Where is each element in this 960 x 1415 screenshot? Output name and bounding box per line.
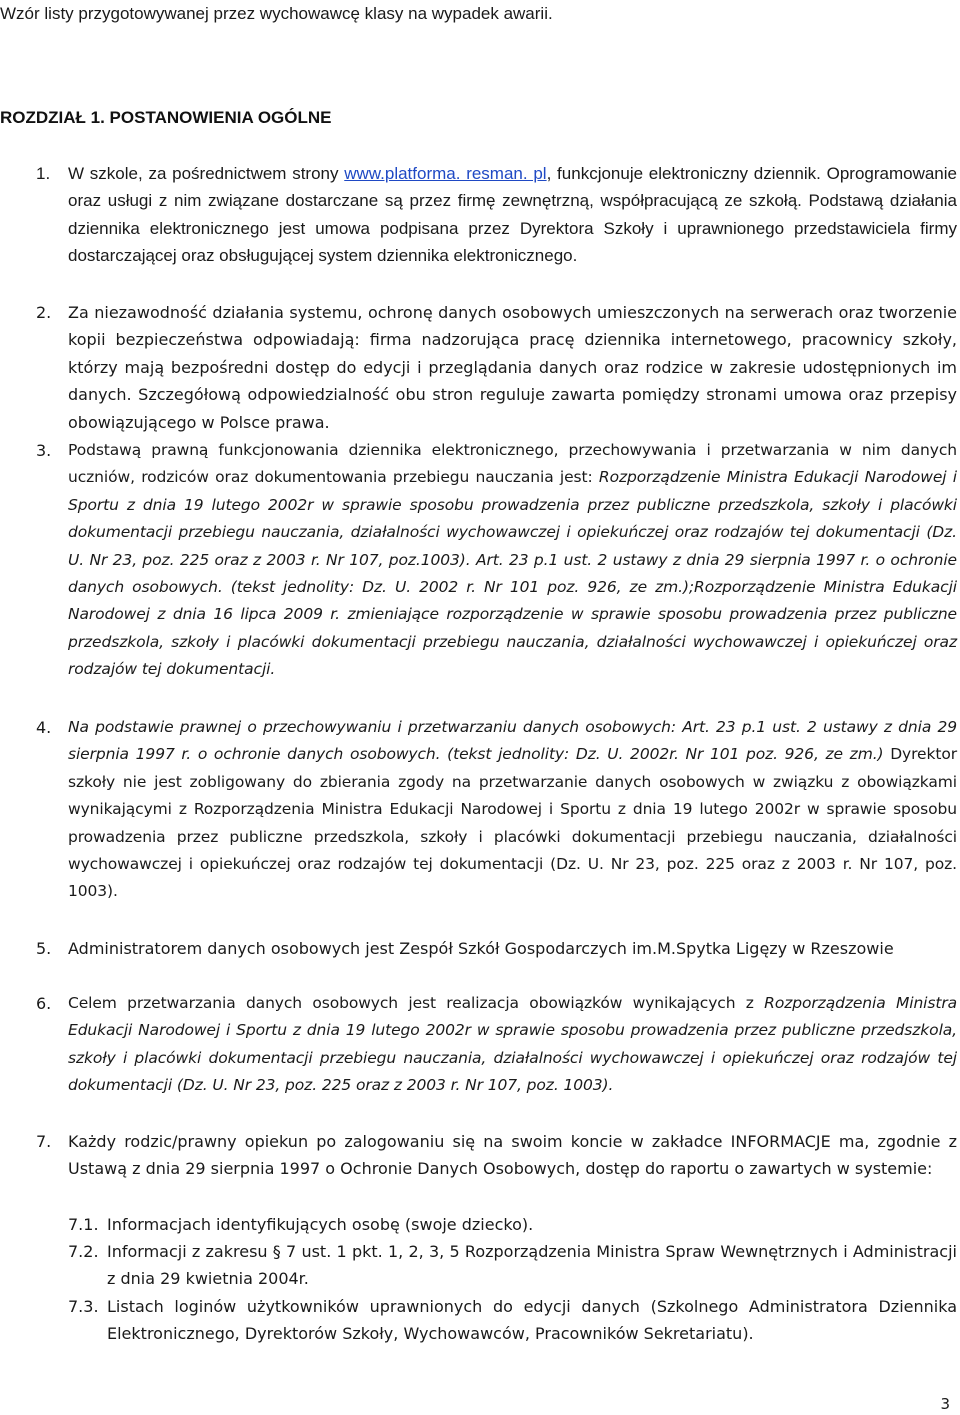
sublist-number: 7.3. (68, 1297, 99, 1316)
list-number: 5. (36, 939, 52, 958)
list-item (68, 990, 957, 1100)
sublist-number: 7.1. (68, 1215, 99, 1234)
item-text: W szkole, za pośrednictwem strony (68, 164, 345, 183)
item-text: Dyrektor szkoły nie jest zobligowany do zbierania zgody na przetwarzanie danych osobowych w związku z obowiązkami wynikającymi z Rozporządzenia Ministra Edukacji Narodowej i Sportu z dnia 19 lutego 2002r w sprawie sposobu prowadzenia przez publiczne przedszkola, szkoły i placówki dokumentacji przebiegu nauczania, działalności wychowawczej i opiekuńczej oraz rodzajów tej dokumentacji (Dz. U. Nr 23, poz. 225 oraz z 2003 r. Nr 107, poz. 1003). (68, 745, 957, 901)
list-number: 4. (36, 718, 52, 737)
list-item (68, 437, 957, 684)
list-number: 1. (36, 164, 51, 183)
list-item (68, 714, 957, 906)
list-item (68, 160, 957, 270)
list-number: 2. (36, 303, 52, 322)
list-item: Każdy rodzic/prawny opiekun po zalogowaniu się na swoim koncie w zakładce INFORMACJE ma, zgodnie z Ustawą z dnia 29 sierpnia 1997 o Ochronie Danych Osobowych, dostęp do raportu o zawartych w systemie: (68, 1132, 957, 1179)
list-number: 3. (36, 441, 52, 460)
sublist-item: Informacjach identyfikujących osobę (swoje dziecko). (107, 1215, 534, 1234)
item-text: Podstawą działania dziennika elektronicznego jest umowa podpisana przez Dyrektora Szkoły i uprawnionego przedstawiciela firmy dostarczającej oraz obsługującej system dziennika elektronicznego. (68, 191, 957, 266)
chapter-heading: ROZDZIAŁ 1. POSTANOWIENIA OGÓLNE (0, 108, 332, 127)
list-number: 6. (36, 994, 52, 1013)
platform-link[interactable]: www.platforma. resman. pl (344, 164, 547, 183)
item-text: , funkcjonuje elektroniczny dziennik. Oprogramowanie oraz usługi z nim związane dostarczane są przez firmę zewnętrzną, współpracującą ze szkołą. (68, 164, 957, 211)
page-number: 3 (940, 1395, 950, 1413)
list-item: Administratorem danych osobowych jest Zespół Szkół Gospodarczych im.M.Spytka Ligęzy w Rzeszowie (68, 939, 894, 958)
item-legal-reference: Rozporządzenia Ministra Edukacji Narodowej i Sportu z dnia 19 lutego 2002r w sprawie sposobu prowadzenia przez publiczne przedszkola, szkoły i placówki dokumentacji przebiegu nauczania, działalności wychowawczej i opiekuńczej oraz rodzajów tej dokumentacji (Dz. U. Nr 23, poz. 225 oraz z 2003 r. Nr 107, poz. 1003). (68, 994, 958, 1095)
list-number: 7. (36, 1132, 52, 1151)
sublist-item: Listach loginów użytkowników uprawnionych do edycji danych (Szkolnego Administratora Dziennika Elektronicznego, Dyrektorów Szkoły, Wychowawców, Pracowników Sekretariatu). (107, 1297, 957, 1344)
sublist-number: 7.2. (68, 1242, 99, 1261)
item-legal-reference: Rozporządzenie Ministra Edukacji Narodowej i Sportu z dnia 19 lutego 2002r w sprawie sposobu prowadzenia przez publiczne przedszkola, szkoły i placówki dokumentacji przebiegu nauczania, działalności wychowawczej i opiekuńczej oraz rodzajów tej dokumentacji (Dz. U. Nr 23, poz. 225 oraz z 2003 r. Nr 107, poz.1003). Art. 23 p.1 ust. 2 ustawy z dnia 29 sierpnia 1997 r. o ochronie danych osobowych. (tekst jednolity: Dz. U. 2002 r. Nr 101 poz. 926, ze zm.);Rozporządzenie Ministra Edukacji Narodowej z dnia 16 lipca 2009 r. zmieniające rozporządzenie w sprawie sposobu prowadzenia przez publiczne przedszkola, szkoły i placówki dokumentacji przebiegu nauczania, działalności wychowawczej i opiekuńczej oraz rodzajów tej dokumentacji. (68, 468, 957, 679)
item-legal-reference: Na podstawie prawnej o przechowywaniu i przetwarzaniu danych osobowych: Art. 23 p.1 ust. 2 ustawy z dnia 29 sierpnia 1997 r. o ochronie danych osobowych. (tekst jednolity: Dz. U. 2002r. Nr 101 poz. 926, ze zm.) (68, 718, 957, 764)
page-title: Wzór listy przygotowywanej przez wychowawcę klasy na wypadek awarii. (0, 4, 553, 23)
item-text: Celem przetwarzania danych osobowych jest realizacja obowiązków wynikających z (68, 994, 765, 1012)
item-text: Podstawą prawną funkcjonowania dziennika elektronicznego, przechowywania i przetwarzania w nim danych uczniów, rodziców oraz dokumentowania przebiegu nauczania jest: (68, 441, 957, 487)
sublist-item: Informacji z zakresu § 7 ust. 1 pkt. 1, 2, 3, 5 Rozporządzenia Ministra Spraw Wewnętrznych i Administracji z dnia 29 kwietnia 2004r. (107, 1242, 957, 1289)
list-item: Za niezawodność działania systemu, ochronę danych osobowych umieszczonych na serwerach oraz tworzenie kopii bezpieczeństwa odpowiadają: firma nadzorująca pracę dziennika internetowego, pracownicy szkoły, którzy mają bezpośredni dostęp do edycji i przeglądania danych oraz rodzice w zakresie udostępnionych im danych. Szczegółową odpowiedzialność obu stron reguluje zawarta pomiędzy stronami umowa oraz przepisy obowiązującego w Polsce prawa. (68, 303, 957, 432)
